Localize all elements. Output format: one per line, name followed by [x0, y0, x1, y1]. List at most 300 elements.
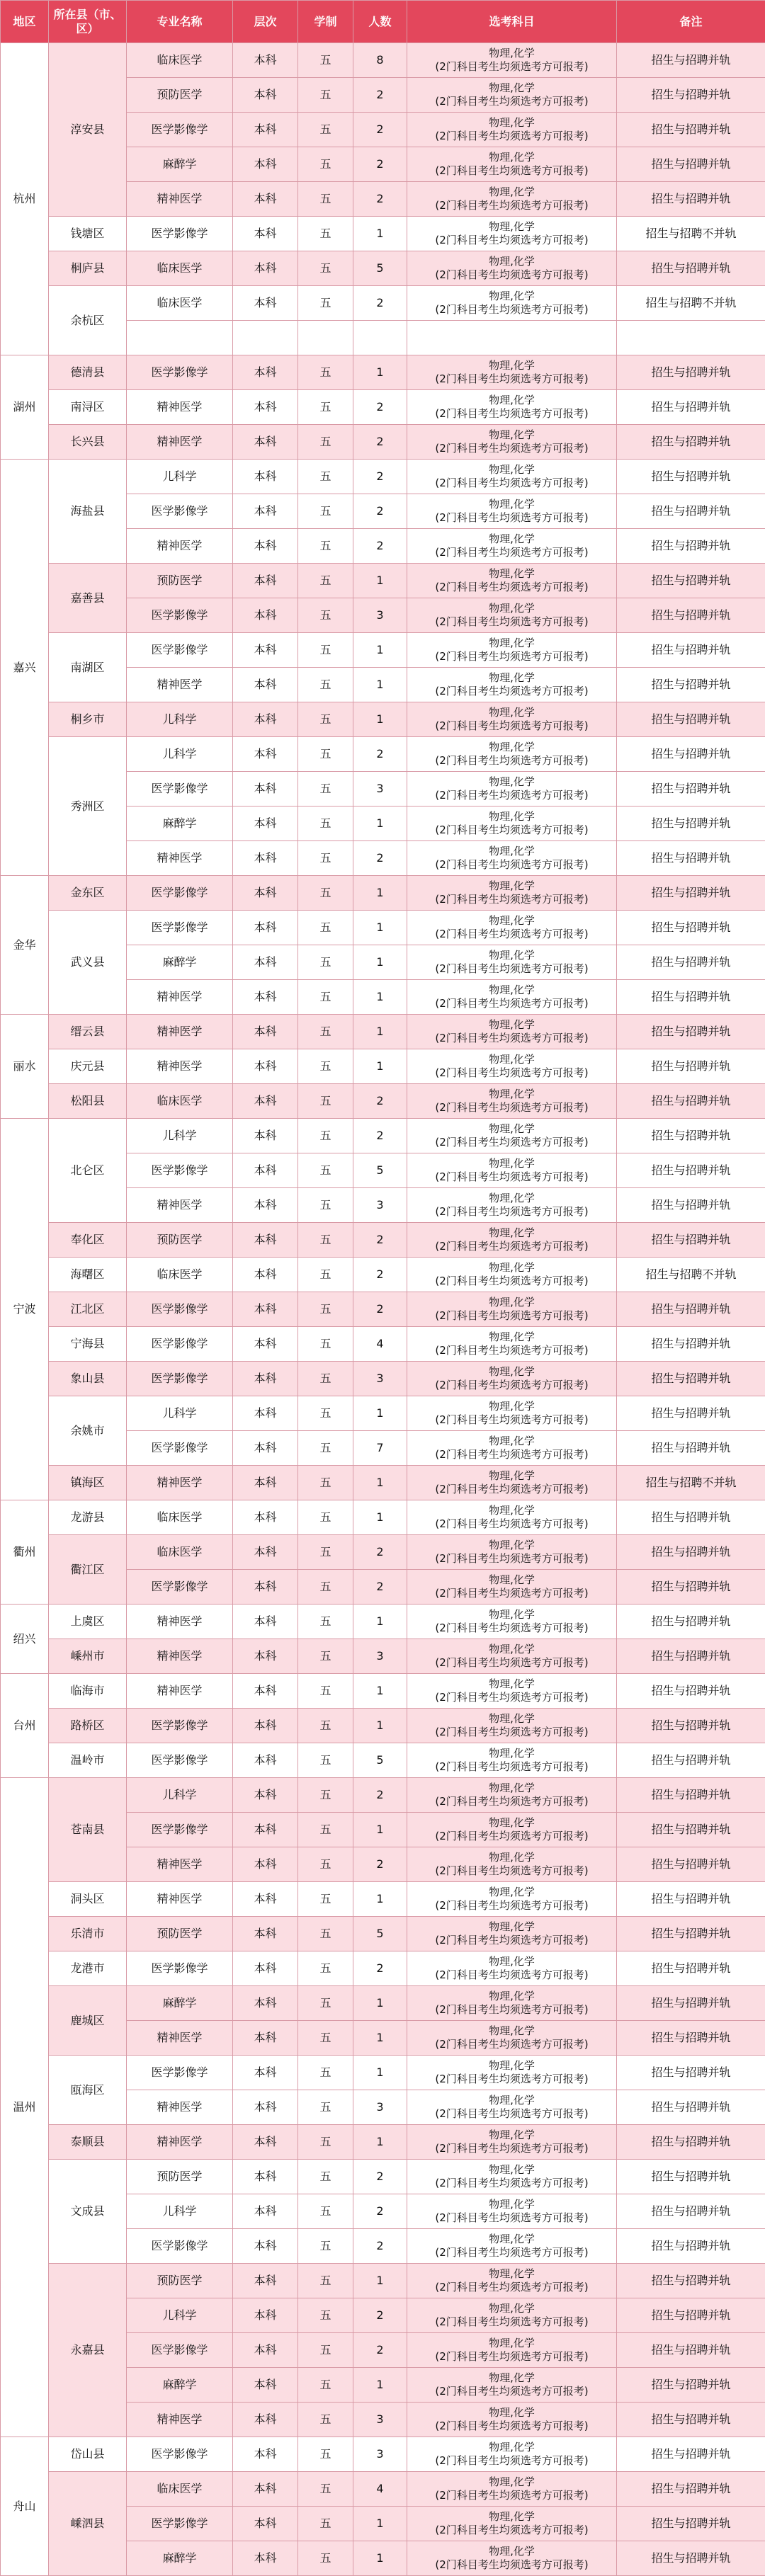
- level-cell: 本科: [233, 2472, 298, 2507]
- note-cell: 招生与招聘并轨: [617, 1188, 765, 1223]
- region-cell: 温州: [1, 1778, 49, 2437]
- level-cell: 本科: [233, 2333, 298, 2368]
- subjects-cell: [407, 1327, 617, 1362]
- count-cell: 1: [353, 876, 407, 911]
- level-cell: 本科: [233, 2507, 298, 2541]
- level-cell: 本科: [233, 876, 298, 911]
- level-cell: 本科: [233, 2056, 298, 2090]
- level-cell: 本科: [233, 494, 298, 529]
- subjects-requirement: (2门科目考生均须选考方可报考): [407, 893, 616, 906]
- note-cell: 招生与招聘并轨: [617, 564, 765, 598]
- subjects-line: 物理,化学: [407, 1608, 616, 1622]
- count-cell: 2: [353, 1292, 407, 1327]
- years-cell: 五: [298, 2333, 353, 2368]
- level-cell: 本科: [233, 1292, 298, 1327]
- subjects-cell: [407, 1847, 617, 1882]
- subjects-line: 物理,化学: [407, 949, 616, 962]
- table-row: [1, 1882, 765, 1917]
- major-cell: 精神医学: [127, 668, 233, 702]
- note-cell: 招生与招聘并轨: [617, 2437, 765, 2472]
- note-cell: 招生与招聘并轨: [617, 113, 765, 147]
- subjects-cell: [407, 2056, 617, 2090]
- major-cell: 医学影像学: [127, 1362, 233, 1396]
- note-cell: 招生与招聘并轨: [617, 1535, 765, 1570]
- subjects-line: 物理,化学: [407, 116, 616, 130]
- level-cell: 本科: [233, 1049, 298, 1084]
- county-cell: 临海市: [49, 1674, 127, 1709]
- note-cell: 招生与招聘并轨: [617, 2541, 765, 2576]
- subjects-requirement: (2门科目考生均须选考方可报考): [407, 60, 616, 74]
- subjects-cell: [407, 2507, 617, 2541]
- table-row: [1, 1119, 765, 1153]
- major-cell: 临床医学: [127, 1500, 233, 1535]
- level-cell: 本科: [233, 1223, 298, 1258]
- subjects-line: 物理,化学: [407, 1539, 616, 1552]
- count-cell: 3: [353, 1362, 407, 1396]
- major-cell: 麻醉学: [127, 1986, 233, 2021]
- level-cell: 本科: [233, 2160, 298, 2194]
- subjects-requirement: (2门科目考生均须选考方可报考): [407, 928, 616, 941]
- level-cell: 本科: [233, 1362, 298, 1396]
- county-cell: 岱山县: [49, 2437, 127, 2472]
- major-cell: 医学影像学: [127, 1431, 233, 1466]
- level-cell: 本科: [233, 1153, 298, 1188]
- major-cell: 麻醉学: [127, 945, 233, 980]
- major-cell: 医学影像学: [127, 1327, 233, 1362]
- years-cell: 五: [298, 737, 353, 772]
- major-cell: 精神医学: [127, 390, 233, 425]
- level-cell: 本科: [233, 460, 298, 494]
- level-cell: 本科: [233, 1951, 298, 1986]
- subjects-line: 物理,化学: [407, 1018, 616, 1032]
- subjects-cell: [407, 1500, 617, 1535]
- subjects-line: 物理,化学: [407, 1296, 616, 1309]
- note-cell: 招生与招聘不并轨: [617, 1258, 765, 1292]
- major-cell: 儿科学: [127, 2194, 233, 2229]
- level-cell: 本科: [233, 2125, 298, 2160]
- count-cell: 2: [353, 1535, 407, 1570]
- county-cell: 嘉善县: [49, 564, 127, 633]
- note-cell: 招生与招聘并轨: [617, 2264, 765, 2298]
- subjects-requirement: (2门科目考生均须选考方可报考): [407, 2177, 616, 2190]
- major-cell: 医学影像学: [127, 1292, 233, 1327]
- years-cell: 五: [298, 1362, 353, 1396]
- count-cell: 1: [353, 911, 407, 945]
- subjects-cell: [407, 251, 617, 286]
- subjects-requirement: (2门科目考生均须选考方可报考): [407, 95, 616, 108]
- subjects-cell: [407, 1292, 617, 1327]
- subjects-requirement: (2门科目考生均须选考方可报考): [407, 1795, 616, 1808]
- note-cell: 招生与招聘并轨: [617, 2021, 765, 2056]
- level-cell: 本科: [233, 1535, 298, 1570]
- major-cell: 临床医学: [127, 251, 233, 286]
- subjects-cell: [407, 1639, 617, 1674]
- level-cell: 本科: [233, 1466, 298, 1500]
- subjects-cell: [407, 2437, 617, 2472]
- subjects-line: 物理,化学: [407, 1677, 616, 1691]
- subjects-line: 物理,化学: [407, 2406, 616, 2420]
- subjects-cell: [407, 911, 617, 945]
- subjects-cell: [407, 1605, 617, 1639]
- major-cell: 医学影像学: [127, 2333, 233, 2368]
- subjects-requirement: (2门科目考生均须选考方可报考): [407, 1240, 616, 1253]
- table-row: [1, 2437, 765, 2472]
- subjects-requirement: (2门科目考生均须选考方可报考): [407, 789, 616, 802]
- subjects-cell: [407, 1813, 617, 1847]
- subjects-line: 物理,化学: [407, 1330, 616, 1344]
- level-cell: 本科: [233, 980, 298, 1015]
- count-cell: 2: [353, 460, 407, 494]
- subjects-requirement: (2门科目考生均须选考方可报考): [407, 2489, 616, 2502]
- subjects-cell: [407, 564, 617, 598]
- major-cell: 临床医学: [127, 43, 233, 78]
- subjects-line: 物理,化学: [407, 2302, 616, 2315]
- level-cell: 本科: [233, 1570, 298, 1605]
- county-cell: 镇海区: [49, 1466, 127, 1500]
- major-cell: 精神医学: [127, 841, 233, 876]
- level-cell: 本科: [233, 43, 298, 78]
- years-cell: 五: [298, 702, 353, 737]
- major-cell: 医学影像学: [127, 217, 233, 251]
- subjects-cell: [407, 355, 617, 390]
- count-cell: 5: [353, 1917, 407, 1951]
- years-cell: 五: [298, 1743, 353, 1778]
- years-cell: 五: [298, 1119, 353, 1153]
- subjects-line: 物理,化学: [407, 463, 616, 477]
- major-cell: 儿科学: [127, 737, 233, 772]
- subjects-requirement: (2门科目考生均须选考方可报考): [407, 1726, 616, 1739]
- subjects-cell: [407, 529, 617, 564]
- subjects-requirement: (2门科目考生均须选考方可报考): [407, 1379, 616, 1392]
- subjects-requirement: (2门科目考生均须选考方可报考): [407, 1656, 616, 1670]
- note-cell: 招生与招聘不并轨: [617, 286, 765, 321]
- level-cell: 本科: [233, 2368, 298, 2403]
- note-cell: 招生与招聘并轨: [617, 1119, 765, 1153]
- subjects-line: 物理,化学: [407, 1504, 616, 1517]
- subjects-cell: [407, 1188, 617, 1223]
- years-cell: 五: [298, 633, 353, 668]
- region-cell: 金华: [1, 876, 49, 1015]
- count-cell: 1: [353, 1813, 407, 1847]
- table-row: [1, 43, 765, 78]
- subjects-requirement: (2门科目考生均须选考方可报考): [407, 2315, 616, 2329]
- years-cell: 五: [298, 494, 353, 529]
- level-cell: 本科: [233, 286, 298, 321]
- header-major: 专业名称: [127, 1, 233, 43]
- level-cell: 本科: [233, 1743, 298, 1778]
- level-cell: 本科: [233, 2541, 298, 2576]
- count-cell: 2: [353, 1847, 407, 1882]
- years-cell: 五: [298, 2125, 353, 2160]
- major-cell: 医学影像学: [127, 772, 233, 807]
- subjects-requirement: (2门科目考生均须选考方可报考): [407, 1066, 616, 1080]
- note-cell: 招生与招聘并轨: [617, 2333, 765, 2368]
- county-cell: 武义县: [49, 911, 127, 1015]
- region-cell: 台州: [1, 1674, 49, 1778]
- note-cell: 招生与招聘并轨: [617, 1327, 765, 1362]
- county-cell: 长兴县: [49, 425, 127, 460]
- subjects-line: 物理,化学: [407, 290, 616, 303]
- count-cell: 2: [353, 737, 407, 772]
- subjects-requirement: (2门科目考生均须选考方可报考): [407, 1483, 616, 1496]
- table-row: [1, 1327, 765, 1362]
- county-cell: 洞头区: [49, 1882, 127, 1917]
- level-cell: 本科: [233, 529, 298, 564]
- subjects-requirement: (2门科目考生均须选考方可报考): [407, 199, 616, 212]
- years-cell: 五: [298, 1847, 353, 1882]
- subjects-line: 物理,化学: [407, 2441, 616, 2454]
- subjects-line: 物理,化学: [407, 47, 616, 60]
- count-cell: 2: [353, 2160, 407, 2194]
- table-header-row: [1, 1, 765, 43]
- note-cell: 招生与招聘并轨: [617, 1709, 765, 1743]
- count-cell: 1: [353, 945, 407, 980]
- count-cell: 2: [353, 1084, 407, 1119]
- table-row: [1, 1049, 765, 1084]
- subjects-cell: [407, 1535, 617, 1570]
- county-cell: 余姚市: [49, 1396, 127, 1466]
- level-cell: 本科: [233, 425, 298, 460]
- subjects-cell: [407, 1917, 617, 1951]
- subjects-cell: [407, 2264, 617, 2298]
- note-cell: 招生与招聘并轨: [617, 1084, 765, 1119]
- major-cell: 儿科学: [127, 1396, 233, 1431]
- table-row: [1, 390, 765, 425]
- subjects-line: 物理,化学: [407, 2475, 616, 2489]
- table-row: [1, 1396, 765, 1431]
- subjects-requirement: (2门科目考生均须选考方可报考): [407, 407, 616, 421]
- count-cell: 1: [353, 217, 407, 251]
- note-cell: 招生与招聘并轨: [617, 772, 765, 807]
- county-cell: 北仑区: [49, 1119, 127, 1223]
- major-cell: 麻醉学: [127, 2541, 233, 2576]
- subjects-requirement: (2门科目考生均须选考方可报考): [407, 858, 616, 872]
- table-row: [1, 1709, 765, 1743]
- county-cell: 钱塘区: [49, 217, 127, 251]
- level-cell: 本科: [233, 1639, 298, 1674]
- count-cell: 2: [353, 147, 407, 182]
- major-cell: 精神医学: [127, 1847, 233, 1882]
- count-cell: 1: [353, 2125, 407, 2160]
- table-row: [1, 355, 765, 390]
- years-cell: 五: [298, 251, 353, 286]
- table-row: [1, 1639, 765, 1674]
- years-cell: 五: [298, 980, 353, 1015]
- county-cell: 松阳县: [49, 1084, 127, 1119]
- county-cell: 金东区: [49, 876, 127, 911]
- subjects-cell: [407, 2229, 617, 2264]
- table-body: [1, 43, 765, 2576]
- major-cell: 医学影像学: [127, 355, 233, 390]
- major-cell: 预防医学: [127, 564, 233, 598]
- major-cell: 医学影像学: [127, 113, 233, 147]
- county-cell: 瓯海区: [49, 2056, 127, 2125]
- count-cell: 2: [353, 390, 407, 425]
- level-cell: 本科: [233, 1986, 298, 2021]
- years-cell: 五: [298, 147, 353, 182]
- subjects-line: 物理,化学: [407, 1122, 616, 1136]
- major-cell: 预防医学: [127, 78, 233, 113]
- major-cell: 精神医学: [127, 1015, 233, 1049]
- count-cell: 1: [353, 2021, 407, 2056]
- subjects-line: 物理,化学: [407, 1643, 616, 1656]
- note-cell: 招生与招聘并轨: [617, 1674, 765, 1709]
- county-cell: 奉化区: [49, 1223, 127, 1258]
- subjects-cell: [407, 2021, 617, 2056]
- subjects-line: 物理,化学: [407, 394, 616, 407]
- subjects-cell: [407, 78, 617, 113]
- major-cell: [127, 321, 233, 355]
- subjects-line: 物理,化学: [407, 255, 616, 268]
- table-row: [1, 1778, 765, 1813]
- major-cell: 精神医学: [127, 1882, 233, 1917]
- major-cell: 精神医学: [127, 2403, 233, 2437]
- header-count: 人数: [353, 1, 407, 43]
- count-cell: 2: [353, 425, 407, 460]
- years-cell: [298, 321, 353, 355]
- subjects-requirement: (2门科目考生均须选考方可报考): [407, 442, 616, 455]
- note-cell: 招生与招聘并轨: [617, 911, 765, 945]
- note-cell: 招生与招聘不并轨: [617, 217, 765, 251]
- note-cell: 招生与招聘并轨: [617, 494, 765, 529]
- level-cell: 本科: [233, 2437, 298, 2472]
- subjects-cell: [407, 321, 617, 355]
- county-cell: 文成县: [49, 2160, 127, 2264]
- note-cell: 招生与招聘并轨: [617, 43, 765, 78]
- major-cell: 精神医学: [127, 1674, 233, 1709]
- note-cell: 招生与招聘并轨: [617, 2298, 765, 2333]
- header-county: 所在县（市、区）: [49, 1, 127, 43]
- years-cell: 五: [298, 2298, 353, 2333]
- level-cell: 本科: [233, 1882, 298, 1917]
- major-cell: 医学影像学: [127, 2229, 233, 2264]
- subjects-requirement: (2门科目考生均须选考方可报考): [407, 823, 616, 837]
- years-cell: 五: [298, 2229, 353, 2264]
- level-cell: 本科: [233, 355, 298, 390]
- table-row: [1, 2264, 765, 2298]
- count-cell: 1: [353, 668, 407, 702]
- table-row: [1, 2472, 765, 2507]
- level-cell: 本科: [233, 78, 298, 113]
- years-cell: 五: [298, 425, 353, 460]
- subjects-requirement: (2门科目考生均须选考方可报考): [407, 1864, 616, 1878]
- subjects-cell: [407, 2298, 617, 2333]
- major-cell: 精神医学: [127, 529, 233, 564]
- subjects-cell: [407, 2403, 617, 2437]
- table-row: [1, 286, 765, 321]
- header-subjects: 选考科目: [407, 1, 617, 43]
- years-cell: 五: [298, 1396, 353, 1431]
- table-row: [1, 1500, 765, 1535]
- count-cell: 1: [353, 1674, 407, 1709]
- table-row: [1, 1674, 765, 1709]
- major-cell: 预防医学: [127, 2264, 233, 2298]
- subjects-line: 物理,化学: [407, 2198, 616, 2211]
- subjects-line: 物理,化学: [407, 2233, 616, 2246]
- table-row: [1, 1015, 765, 1049]
- major-cell: 临床医学: [127, 1084, 233, 1119]
- header-level: 层次: [233, 1, 298, 43]
- subjects-line: 物理,化学: [407, 1990, 616, 2003]
- subjects-line: 物理,化学: [407, 602, 616, 615]
- note-cell: [617, 321, 765, 355]
- years-cell: 五: [298, 2403, 353, 2437]
- count-cell: 1: [353, 980, 407, 1015]
- level-cell: 本科: [233, 1188, 298, 1223]
- years-cell: 五: [298, 182, 353, 217]
- level-cell: 本科: [233, 2021, 298, 2056]
- subjects-requirement: (2门科目考生均须选考方可报考): [407, 268, 616, 282]
- subjects-requirement: (2门科目考生均须选考方可报考): [407, 581, 616, 594]
- subjects-cell: [407, 147, 617, 182]
- subjects-requirement: (2门科目考生均须选考方可报考): [407, 1170, 616, 1184]
- years-cell: 五: [298, 1778, 353, 1813]
- note-cell: 招生与招聘并轨: [617, 1049, 765, 1084]
- subjects-cell: [407, 633, 617, 668]
- subjects-cell: [407, 1674, 617, 1709]
- years-cell: 五: [298, 355, 353, 390]
- county-cell: 苍南县: [49, 1778, 127, 1882]
- count-cell: 1: [353, 1605, 407, 1639]
- subjects-line: 物理,化学: [407, 1886, 616, 1899]
- note-cell: 招生与招聘并轨: [617, 147, 765, 182]
- note-cell: 招生与招聘并轨: [617, 2403, 765, 2437]
- note-cell: 招生与招聘并轨: [617, 2160, 765, 2194]
- years-cell: 五: [298, 217, 353, 251]
- county-cell: 嵊州市: [49, 1639, 127, 1674]
- count-cell: 2: [353, 113, 407, 147]
- note-cell: 招生与招聘并轨: [617, 2368, 765, 2403]
- level-cell: 本科: [233, 1709, 298, 1743]
- subjects-line: 物理,化学: [407, 1261, 616, 1275]
- years-cell: 五: [298, 1500, 353, 1535]
- years-cell: 五: [298, 1535, 353, 1570]
- subjects-requirement: (2门科目考生均须选考方可报考): [407, 2350, 616, 2364]
- subjects-line: 物理,化学: [407, 845, 616, 858]
- level-cell: 本科: [233, 1258, 298, 1292]
- subjects-requirement: (2门科目考生均须选考方可报考): [407, 164, 616, 178]
- table-row: [1, 1223, 765, 1258]
- years-cell: 五: [298, 2090, 353, 2125]
- years-cell: 五: [298, 390, 353, 425]
- subjects-requirement: (2门科目考生均须选考方可报考): [407, 1587, 616, 1600]
- table-row: [1, 1258, 765, 1292]
- subjects-cell: [407, 2194, 617, 2229]
- subjects-cell: [407, 668, 617, 702]
- table-row: [1, 217, 765, 251]
- major-cell: 医学影像学: [127, 2056, 233, 2090]
- major-cell: 麻醉学: [127, 147, 233, 182]
- level-cell: 本科: [233, 390, 298, 425]
- note-cell: 招生与招聘并轨: [617, 1570, 765, 1605]
- count-cell: 1: [353, 2541, 407, 2576]
- subjects-cell: [407, 598, 617, 633]
- major-cell: 精神医学: [127, 980, 233, 1015]
- subjects-line: 物理,化学: [407, 1435, 616, 1448]
- table-row: [1, 1084, 765, 1119]
- table-row: [1, 1605, 765, 1639]
- region-cell: 嘉兴: [1, 460, 49, 876]
- table-row: [1, 633, 765, 668]
- county-cell: 宁海县: [49, 1327, 127, 1362]
- subjects-cell: [407, 1049, 617, 1084]
- level-cell: 本科: [233, 911, 298, 945]
- subjects-requirement: (2门科目考生均须选考方可报考): [407, 2142, 616, 2155]
- count-cell: 1: [353, 2507, 407, 2541]
- level-cell: 本科: [233, 1119, 298, 1153]
- table-row: [1, 1986, 765, 2021]
- county-cell: 龙游县: [49, 1500, 127, 1535]
